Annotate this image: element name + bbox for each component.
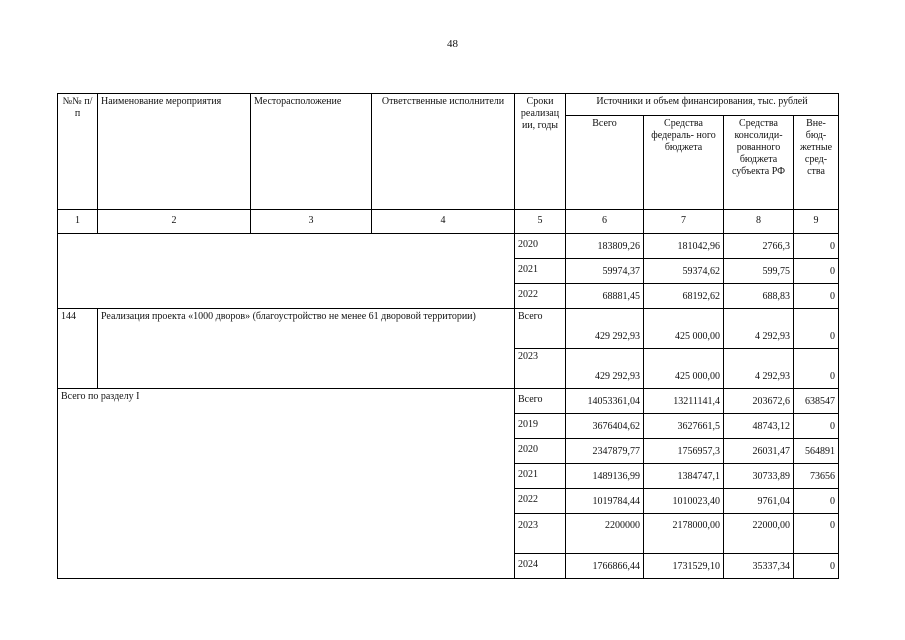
year-cell: 2021 <box>515 259 566 284</box>
federal-cell: 1010023,40 <box>644 489 724 514</box>
regional-cell: 48743,12 <box>724 414 794 439</box>
table-row <box>58 234 839 259</box>
header-executors: Ответственные исполнители <box>372 94 515 210</box>
federal-cell: 68192,62 <box>644 284 724 309</box>
item-name: Реализация проекта «1000 дворов» (благоустройство не менее 61 дворовой территории) <box>98 309 515 389</box>
total-cell: 14053361,04 <box>566 389 644 414</box>
federal-cell: 1384747,1 <box>644 464 724 489</box>
page-number: 48 <box>447 38 458 50</box>
header-location: Месторасположение <box>251 94 372 210</box>
year-cell: Всего <box>515 309 566 349</box>
regional-cell: 688,83 <box>724 284 794 309</box>
column-number: 6 <box>566 210 644 234</box>
extra-cell: 0 <box>794 414 839 439</box>
year-cell: 2024 <box>515 554 566 579</box>
extra-cell: 0 <box>794 349 839 389</box>
header-terms: Сроки реализац ии, годы <box>515 94 566 210</box>
federal-cell: 3627661,5 <box>644 414 724 439</box>
regional-cell: 22000,00 <box>724 514 794 554</box>
federal-cell: 2178000,00 <box>644 514 724 554</box>
federal-cell: 1731529,10 <box>644 554 724 579</box>
federal-cell: 13211141,4 <box>644 389 724 414</box>
federal-cell: 1756957,3 <box>644 439 724 464</box>
total-cell: 59974,37 <box>566 259 644 284</box>
header-federal: Средства федераль- ного бюджета <box>644 116 724 210</box>
extra-cell: 0 <box>794 234 839 259</box>
extra-cell: 564891 <box>794 439 839 464</box>
federal-cell: 181042,96 <box>644 234 724 259</box>
total-cell: 1766866,44 <box>566 554 644 579</box>
year-cell: 2021 <box>515 464 566 489</box>
column-number: 2 <box>98 210 251 234</box>
extra-cell: 0 <box>794 284 839 309</box>
total-cell: 429 292,93 <box>566 349 644 389</box>
regional-cell: 4 292,93 <box>724 349 794 389</box>
total-cell: 1489136,99 <box>566 464 644 489</box>
regional-cell: 9761,04 <box>724 489 794 514</box>
header-regional: Средства консолиди- рованного бюджета субъекта РФ <box>724 116 794 210</box>
extra-cell: 0 <box>794 514 839 554</box>
year-cell: 2023 <box>515 349 566 389</box>
regional-cell: 26031,47 <box>724 439 794 464</box>
year-cell: 2020 <box>515 234 566 259</box>
header-total: Всего <box>566 116 644 210</box>
section-total-label: Всего по разделу I <box>58 389 515 579</box>
header-name: Наименование мероприятия <box>98 94 251 210</box>
year-cell: 2022 <box>515 284 566 309</box>
column-number: 7 <box>644 210 724 234</box>
year-cell: 2019 <box>515 414 566 439</box>
table-row <box>58 389 839 414</box>
year-cell: 2023 <box>515 514 566 554</box>
regional-cell: 2766,3 <box>724 234 794 259</box>
item-number: 144 <box>58 309 98 389</box>
funding-table <box>57 93 839 579</box>
regional-cell: 30733,89 <box>724 464 794 489</box>
extra-cell: 0 <box>794 309 839 349</box>
extra-cell: 0 <box>794 554 839 579</box>
total-cell: 3676404,62 <box>566 414 644 439</box>
year-cell: 2022 <box>515 489 566 514</box>
column-number: 4 <box>372 210 515 234</box>
column-number: 1 <box>58 210 98 234</box>
total-cell: 429 292,93 <box>566 309 644 349</box>
table-row <box>58 309 839 349</box>
header-extra: Вне- бюд- жетные сред- ства <box>794 116 839 210</box>
federal-cell: 425 000,00 <box>644 349 724 389</box>
regional-cell: 4 292,93 <box>724 309 794 349</box>
total-cell: 1019784,44 <box>566 489 644 514</box>
total-cell: 2200000 <box>566 514 644 554</box>
extra-cell: 0 <box>794 489 839 514</box>
column-number: 9 <box>794 210 839 234</box>
header-funding: Источники и объем финансирования, тыс. рублей <box>566 94 839 116</box>
header-num: №№ п/п <box>58 94 98 210</box>
total-cell: 183809,26 <box>566 234 644 259</box>
total-cell: 2347879,77 <box>566 439 644 464</box>
regional-cell: 35337,34 <box>724 554 794 579</box>
regional-cell: 599,75 <box>724 259 794 284</box>
column-number: 8 <box>724 210 794 234</box>
year-cell: 2020 <box>515 439 566 464</box>
total-cell: 68881,45 <box>566 284 644 309</box>
year-cell: Всего <box>515 389 566 414</box>
extra-cell: 638547 <box>794 389 839 414</box>
federal-cell: 425 000,00 <box>644 309 724 349</box>
federal-cell: 59374,62 <box>644 259 724 284</box>
column-number: 5 <box>515 210 566 234</box>
column-number: 3 <box>251 210 372 234</box>
extra-cell: 0 <box>794 259 839 284</box>
extra-cell: 73656 <box>794 464 839 489</box>
continued-block <box>58 234 515 309</box>
regional-cell: 203672,6 <box>724 389 794 414</box>
